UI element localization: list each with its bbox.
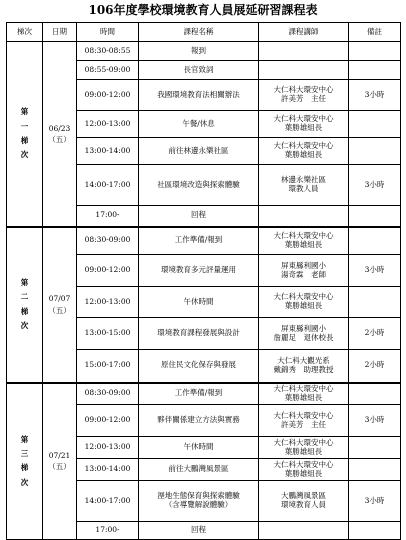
session-date-line: （五） xyxy=(48,462,71,472)
instructor-line: 湯奇霖 老師 xyxy=(281,269,326,279)
instructor-cell xyxy=(259,111,349,138)
time-cell: 13:00-14:00 xyxy=(77,459,139,481)
note-cell xyxy=(349,206,401,227)
time-cell: 13:00-14:00 xyxy=(77,138,139,165)
time-cell: 08:30-09:00 xyxy=(77,227,139,255)
note-cell: 3小時 xyxy=(349,80,401,111)
instructor-line: 許美芳 主任 xyxy=(281,94,326,103)
instructor-line: 葉勝雄組長 xyxy=(284,123,323,132)
session-label-char: 次 xyxy=(20,150,29,159)
course-line: 報到 xyxy=(191,45,206,55)
header-row xyxy=(7,23,401,42)
schedule-table xyxy=(6,22,401,540)
instructor-line: 環教人員 xyxy=(288,184,319,193)
header-session: 梯次 xyxy=(7,23,43,42)
instructor-cell xyxy=(259,255,349,287)
time-cell: 14:00-17:00 xyxy=(77,481,139,522)
instructor-cell xyxy=(259,350,349,383)
instructor-line: 葉勝雄組長 xyxy=(284,468,323,478)
course-line: 回程 xyxy=(191,210,206,220)
instructor-line: 大仁科大環安中心 xyxy=(273,384,334,394)
session-label xyxy=(7,227,43,383)
instructor-line: 葉勝雄組長 xyxy=(284,446,323,456)
session-label-char: 梯 xyxy=(20,306,29,316)
course-line: 社區環境改造與探索體驗 xyxy=(157,179,240,189)
note-cell xyxy=(349,111,401,138)
session-date-line: 07/07 xyxy=(48,294,71,304)
session-label xyxy=(7,42,43,227)
time-cell: 08:55-09:00 xyxy=(77,61,139,80)
course-line: 午休時間 xyxy=(183,296,214,306)
instructor-line: 大鵬灣風景區 xyxy=(281,491,326,501)
session-date-line: 06/23 xyxy=(48,123,71,133)
session-label-char: 一 xyxy=(20,121,29,131)
instructor-line: 大仁科大環安中心 xyxy=(273,141,334,151)
session-date-line: （五） xyxy=(48,134,71,144)
course-cell xyxy=(139,42,259,61)
course-line: 工作準備/報到 xyxy=(174,388,223,398)
header-course: 課程名稱 xyxy=(139,23,259,42)
course-line: （含導覽解說體驗） xyxy=(164,500,233,509)
session-label-char: 二 xyxy=(20,292,29,302)
instructor-line: 大仁科大環安中心 xyxy=(273,114,334,124)
instructor-line: 屏東縣利國小 xyxy=(281,260,326,270)
session-label-char: 第 xyxy=(20,107,29,117)
course-line: 午休時間 xyxy=(183,442,214,452)
instructor-line: 葉勝雄組長 xyxy=(284,392,323,402)
instructor-line: 詹麗足 退休校長 xyxy=(273,332,334,342)
instructor-line: 林邊永樂社區 xyxy=(281,175,326,185)
instructor-line: 環境教育人員 xyxy=(281,500,326,509)
session-date-line: 07/21 xyxy=(48,451,71,460)
instructor-line: 大仁科大環安中心 xyxy=(273,85,334,95)
instructor-cell xyxy=(259,481,349,522)
note-cell: 2小時 xyxy=(349,318,401,350)
instructor-cell xyxy=(259,165,349,206)
instructor-cell xyxy=(259,42,349,61)
note-cell: 3小時 xyxy=(349,255,401,287)
note-cell: 2小時 xyxy=(349,350,401,383)
session-label-char: 第 xyxy=(20,278,29,287)
time-cell: 09:00-12:00 xyxy=(77,80,139,111)
course-line: 環境教育多元評量運用 xyxy=(161,265,236,275)
time-cell: 17:00- xyxy=(77,522,139,540)
schedule-row xyxy=(7,383,401,405)
instructor-line: 大仁科大環安中心 xyxy=(273,231,334,241)
session-label-char: 三 xyxy=(20,449,29,458)
note-cell xyxy=(349,522,401,540)
time-cell: 12:00-13:00 xyxy=(77,437,139,459)
time-cell: 08:30-09:00 xyxy=(77,383,139,405)
note-cell xyxy=(349,459,401,481)
course-cell xyxy=(139,80,259,111)
time-cell: 12:00-13:00 xyxy=(77,111,139,138)
course-line: 原住民文化保存與發展 xyxy=(161,360,236,370)
course-cell xyxy=(139,481,259,522)
note-cell xyxy=(349,437,401,459)
time-cell: 12:00-13:00 xyxy=(77,287,139,318)
note-cell xyxy=(349,287,401,318)
session-date xyxy=(43,383,77,540)
course-line: 工作準備/報到 xyxy=(174,235,223,245)
instructor-cell xyxy=(259,459,349,481)
session-label-char: 次 xyxy=(20,320,29,330)
course-line: 前往林邊永樂社區 xyxy=(168,145,229,155)
document-title: 106年度學校環境教育人員展延研習課程表 xyxy=(88,3,318,17)
instructor-line: 葉勝雄組長 xyxy=(284,301,323,310)
course-line: 午餐/休息 xyxy=(182,118,215,128)
session-date-line: （五） xyxy=(48,305,71,315)
instructor-cell xyxy=(259,437,349,459)
instructor-line: 大仁科大環安中心 xyxy=(273,410,334,420)
instructor-cell xyxy=(259,138,349,165)
time-cell: 09:00-12:00 xyxy=(77,405,139,437)
note-cell xyxy=(349,61,401,80)
time-cell: 09:00-12:00 xyxy=(77,255,139,287)
course-cell xyxy=(139,437,259,459)
course-cell xyxy=(139,61,259,80)
header-instructor: 課程講師 xyxy=(259,23,349,42)
note-cell xyxy=(349,383,401,405)
course-line: 回程 xyxy=(191,525,206,535)
note-cell xyxy=(349,138,401,165)
note-cell: 3小時 xyxy=(349,165,401,206)
instructor-cell xyxy=(259,227,349,255)
session-date xyxy=(43,42,77,227)
course-line: 溼地生態保育與探索體驗 xyxy=(157,491,240,501)
instructor-cell xyxy=(259,287,349,318)
course-line: 長官致詞 xyxy=(183,64,214,74)
instructor-line: 葉勝雄組長 xyxy=(284,239,323,249)
instructor-cell xyxy=(259,318,349,350)
course-cell xyxy=(139,111,259,138)
session-label xyxy=(7,383,43,540)
course-cell xyxy=(139,138,259,165)
course-cell xyxy=(139,287,259,318)
schedule-row xyxy=(7,227,401,255)
time-cell: 15:00-17:00 xyxy=(77,350,139,383)
course-cell xyxy=(139,227,259,255)
course-line: 我國環境教育法相關辦法 xyxy=(157,89,240,99)
course-cell xyxy=(139,383,259,405)
time-cell: 14:00-17:00 xyxy=(77,165,139,206)
note-cell xyxy=(349,227,401,255)
course-cell xyxy=(139,350,259,383)
instructor-line: 屏東縣利國小 xyxy=(281,323,326,333)
course-cell xyxy=(139,206,259,227)
header-note: 備註 xyxy=(349,23,401,42)
time-cell: 17:00- xyxy=(77,206,139,227)
instructor-line: 許美芳 主任 xyxy=(281,419,326,429)
course-cell xyxy=(139,459,259,481)
header-date: 日期 xyxy=(43,23,77,42)
course-cell xyxy=(139,318,259,350)
session-label-char: 次 xyxy=(20,477,29,487)
instructor-cell xyxy=(259,61,349,80)
instructor-line: 大仁科大環安中心 xyxy=(273,292,334,302)
instructor-cell xyxy=(259,405,349,437)
instructor-line: 葉勝雄組長 xyxy=(284,150,323,159)
note-cell: 3小時 xyxy=(349,405,401,437)
instructor-line: 戴錦秀 助理教授 xyxy=(273,364,334,374)
course-cell xyxy=(139,522,259,540)
course-line: 前往大鵬灣風景區 xyxy=(168,464,229,474)
instructor-cell xyxy=(259,206,349,227)
header-time: 時間 xyxy=(77,23,139,42)
note-cell xyxy=(349,42,401,61)
session-date xyxy=(43,227,77,383)
instructor-cell xyxy=(259,522,349,540)
instructor-cell xyxy=(259,80,349,111)
session-label-char: 梯 xyxy=(20,135,29,145)
course-line: 環境教育課程發展與設計 xyxy=(157,328,240,338)
session-label-char: 第 xyxy=(20,434,29,444)
course-cell xyxy=(139,165,259,206)
time-cell: 08:30-08:55 xyxy=(77,42,139,61)
instructor-cell xyxy=(259,383,349,405)
instructor-line: 大仁科大環安中心 xyxy=(273,437,334,447)
time-cell: 13:00-15:00 xyxy=(77,318,139,350)
instructor-line: 大仁科大觀光系 xyxy=(277,356,330,366)
course-cell xyxy=(139,255,259,287)
course-cell xyxy=(139,405,259,437)
course-line: 夥伴關係建立方法與實務 xyxy=(157,415,240,425)
session-label-char: 梯 xyxy=(20,463,29,473)
schedule-row xyxy=(7,42,401,61)
note-cell: 3小時 xyxy=(349,481,401,522)
instructor-line: 大仁科大環安中心 xyxy=(273,459,334,469)
